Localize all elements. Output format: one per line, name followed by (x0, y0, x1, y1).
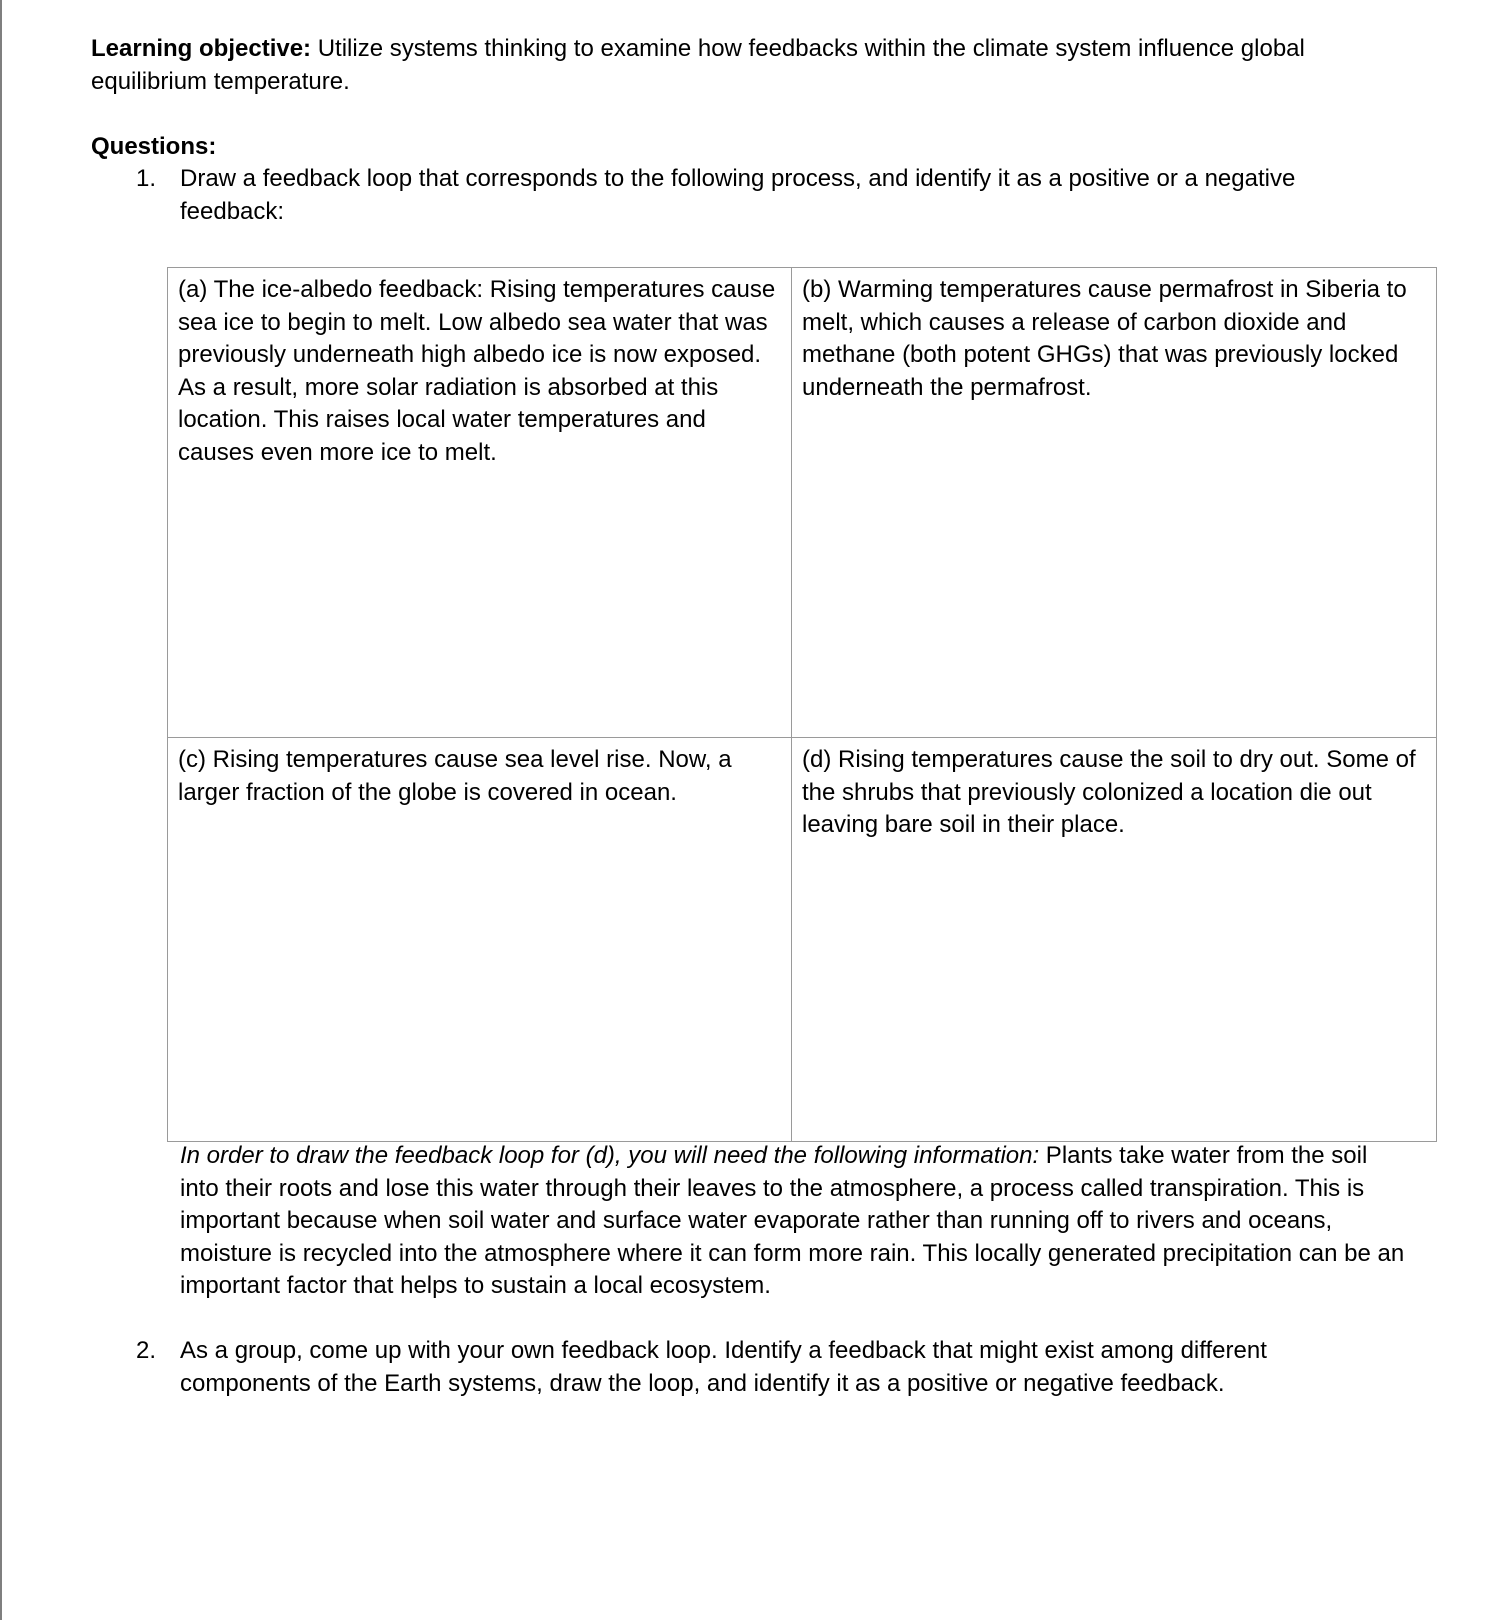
feedback-table (167, 267, 1437, 1142)
page-left-border (0, 0, 2, 1620)
learning-objective-label: Learning objective: (91, 35, 312, 62)
question-2-text: As a group, come up with your own feedback loop. Identify a feedback that might exist among different components of the Earth systems, draw the loop, and identify it as a positive or negative feedback. (180, 1337, 1267, 1397)
learning-objective (91, 32, 1391, 98)
question-1-text: Draw a feedback loop that corresponds to the following process, and identify it as a positive or a negative feedback: (180, 165, 1296, 225)
question-2-number: 2. (136, 1337, 157, 1364)
question-1-number: 1. (136, 165, 157, 192)
question-2 (136, 1334, 1386, 1404)
questions-heading: Questions: (91, 133, 217, 160)
transpiration-info (180, 1140, 1410, 1303)
transpiration-info-text: Plants take water from the soil into their roots and lose this water through their leaves to the atmosphere, a process called transpiration. This is important because when soil water and surface water evaporate rather than running off to rivers and oceans, moisture is recycled into the atmosphere where it can form more rain. This locally generated precipitation can be an important factor that helps to sustain a local ecosystem. (180, 1142, 1405, 1299)
table-cell-c: (c) Rising temperatures cause sea level rise. Now, a larger fraction of the globe is covered in ocean. (168, 738, 792, 1141)
table-cell-b: (b) Warming temperatures cause permafrost in Siberia to melt, which causes a release of carbon dioxide and methane (both potent GHGs) that was previously locked underneath the permafrost. (792, 268, 1437, 738)
transpiration-info-lead: In order to draw the feedback loop for (d), you will need the following information: (180, 1142, 1040, 1169)
table-cell-d: (d) Rising temperatures cause the soil to dry out. Some of the shrubs that previously colonized a location die out leaving bare soil in their place. (802, 746, 1416, 838)
question-1 (136, 162, 1386, 232)
table-cell-a: (a) The ice-albedo feedback: Rising temperatures cause sea ice to begin to melt. Low albedo sea water that was previously underneath high albedo ice is now exposed. As a result, more solar radiation is absorbed at this location. This raises local water temperatures and causes even more ice to melt. (168, 268, 792, 738)
learning-objective-text: Utilize systems thinking to examine how feedbacks within the climate system influence global equilibrium temperature. (91, 35, 1305, 95)
